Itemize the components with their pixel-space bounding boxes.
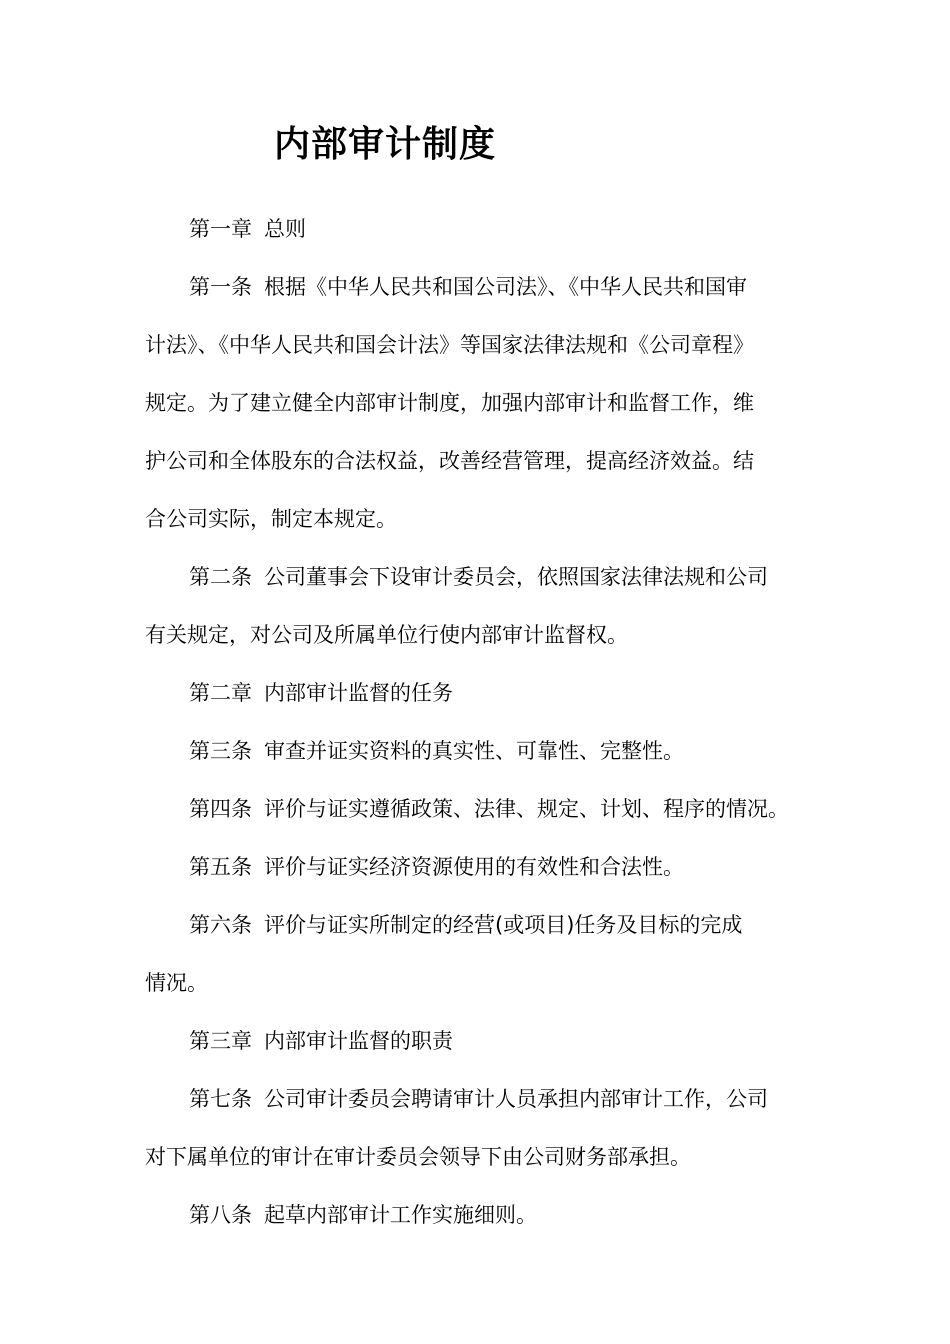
article-6-line-1 [189, 910, 849, 940]
article-3 [189, 736, 849, 766]
article-2-line-2: 有关规定，对公司及所属单位行使内部审计监督权。 [145, 623, 628, 647]
article-1-line-2: 计法》、《中华人民共和国会计法》等国家法律法规和《公司章程》 [145, 333, 754, 357]
line-label: 第六条 [189, 913, 252, 937]
line-label: 第四条 [189, 797, 252, 821]
article-5 [189, 852, 849, 882]
article-1-line-1 [189, 272, 849, 302]
chapter-heading-1 [189, 214, 849, 244]
line-label: 第三条 [189, 739, 252, 763]
article-1-line-3: 规定。为了建立健全内部审计制度，加强内部审计和监督工作，维 [145, 391, 754, 415]
document-title: 内部审计制度 [274, 124, 497, 165]
line-text: 审查并证实资料的真实性、可靠性、完整性。 [264, 739, 684, 763]
line-label: 第五条 [189, 855, 252, 879]
line-label: 第一章 [189, 217, 252, 241]
line-text: 起草内部审计工作实施细则。 [264, 1203, 537, 1227]
line-label: 第一条 [189, 275, 252, 299]
article-7-line-2: 对下属单位的审计在审计委员会领导下由公司财务部承担。 [145, 1145, 691, 1169]
chapter-heading-2 [189, 678, 849, 708]
line-label: 第七条 [189, 1087, 252, 1111]
line-label: 第二章 [189, 681, 252, 705]
line-text: 公司审计委员会聘请审计人员承担内部审计工作，公司 [264, 1087, 768, 1111]
article-6-line-2: 情况。 [145, 971, 208, 995]
line-text: 内部审计监督的任务 [264, 681, 453, 705]
line-text: 内部审计监督的职责 [264, 1029, 453, 1053]
article-1-line-4: 护公司和全体股东的合法权益，改善经营管理，提高经济效益。结 [145, 449, 754, 473]
line-text: 公司董事会下设审计委员会，依照国家法律法规和公司 [264, 565, 768, 589]
article-4 [189, 794, 849, 824]
line-text: 评价与证实遵循政策、法律、规定、计划、程序的情况。 [264, 797, 789, 821]
line-label: 第二条 [189, 565, 252, 589]
line-text: 评价与证实所制定的经营(或项目)任务及目标的完成 [264, 913, 743, 937]
article-1-line-5: 合公司实际，制定本规定。 [145, 507, 397, 531]
chapter-heading-3 [189, 1026, 849, 1056]
line-text: 总则 [264, 217, 306, 241]
line-label: 第三章 [189, 1029, 252, 1053]
line-label: 第八条 [189, 1203, 252, 1227]
article-7-line-1 [189, 1084, 849, 1114]
line-text: 根据《中华人民共和国公司法》、《中华人民共和国审 [264, 275, 747, 299]
line-text: 评价与证实经济资源使用的有效性和合法性。 [264, 855, 684, 879]
article-2-line-1 [189, 562, 849, 592]
article-8 [189, 1200, 849, 1230]
